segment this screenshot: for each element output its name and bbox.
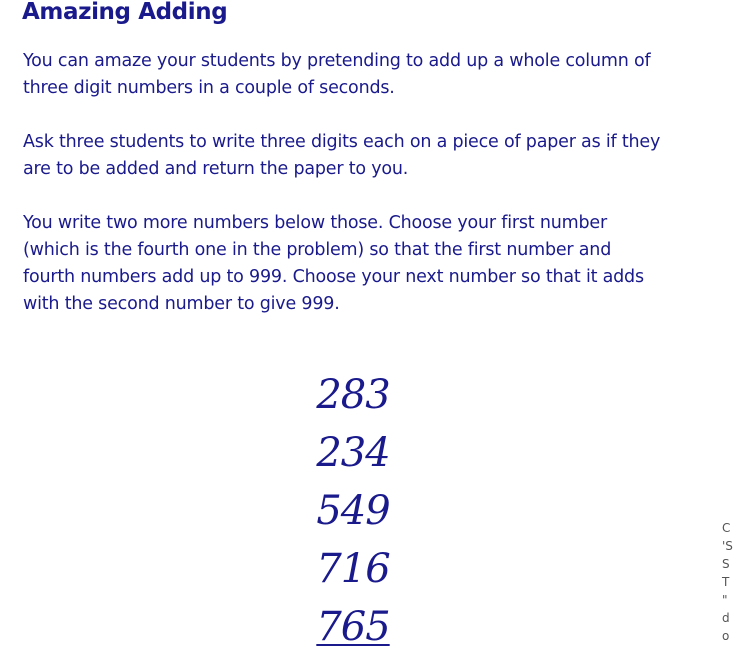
text-line: with the second number to give 999. xyxy=(23,294,340,314)
clipped-side-text xyxy=(722,519,733,645)
side-text-line: S xyxy=(722,557,730,571)
text-line: You write two more numbers below those. Choose your first number xyxy=(23,213,607,233)
method-paragraph xyxy=(23,210,693,318)
text-line: fourth numbers add up to 999. Choose your next number so that it adds xyxy=(23,267,644,287)
page-title: Amazing Adding xyxy=(22,0,228,25)
text-line: (which is the fourth one in the problem) so that the first number and xyxy=(23,240,612,260)
intro-paragraph xyxy=(23,48,693,102)
number-3: 549 xyxy=(316,488,390,534)
side-text-line: " xyxy=(722,593,728,607)
side-text-line: 'S xyxy=(722,539,733,553)
number-column xyxy=(300,366,406,656)
number-5-value: 765 xyxy=(316,604,390,650)
text-line: three digit numbers in a couple of seconds. xyxy=(23,78,395,98)
text-line: Ask three students to write three digits each on a piece of paper as if they xyxy=(23,132,661,152)
side-text-line: C xyxy=(722,521,731,535)
number-4: 716 xyxy=(316,546,390,592)
number-5 xyxy=(300,598,406,656)
number-2: 234 xyxy=(316,430,390,476)
side-text-line: d xyxy=(722,611,730,625)
text-line: You can amaze your students by pretending to add up a whole column of xyxy=(23,51,651,71)
side-text-line: T xyxy=(722,575,730,589)
text-line: are to be added and return the paper to you. xyxy=(23,159,409,179)
number-1: 283 xyxy=(316,372,390,418)
instruction-paragraph xyxy=(23,129,693,183)
side-text-line: o xyxy=(722,629,730,643)
